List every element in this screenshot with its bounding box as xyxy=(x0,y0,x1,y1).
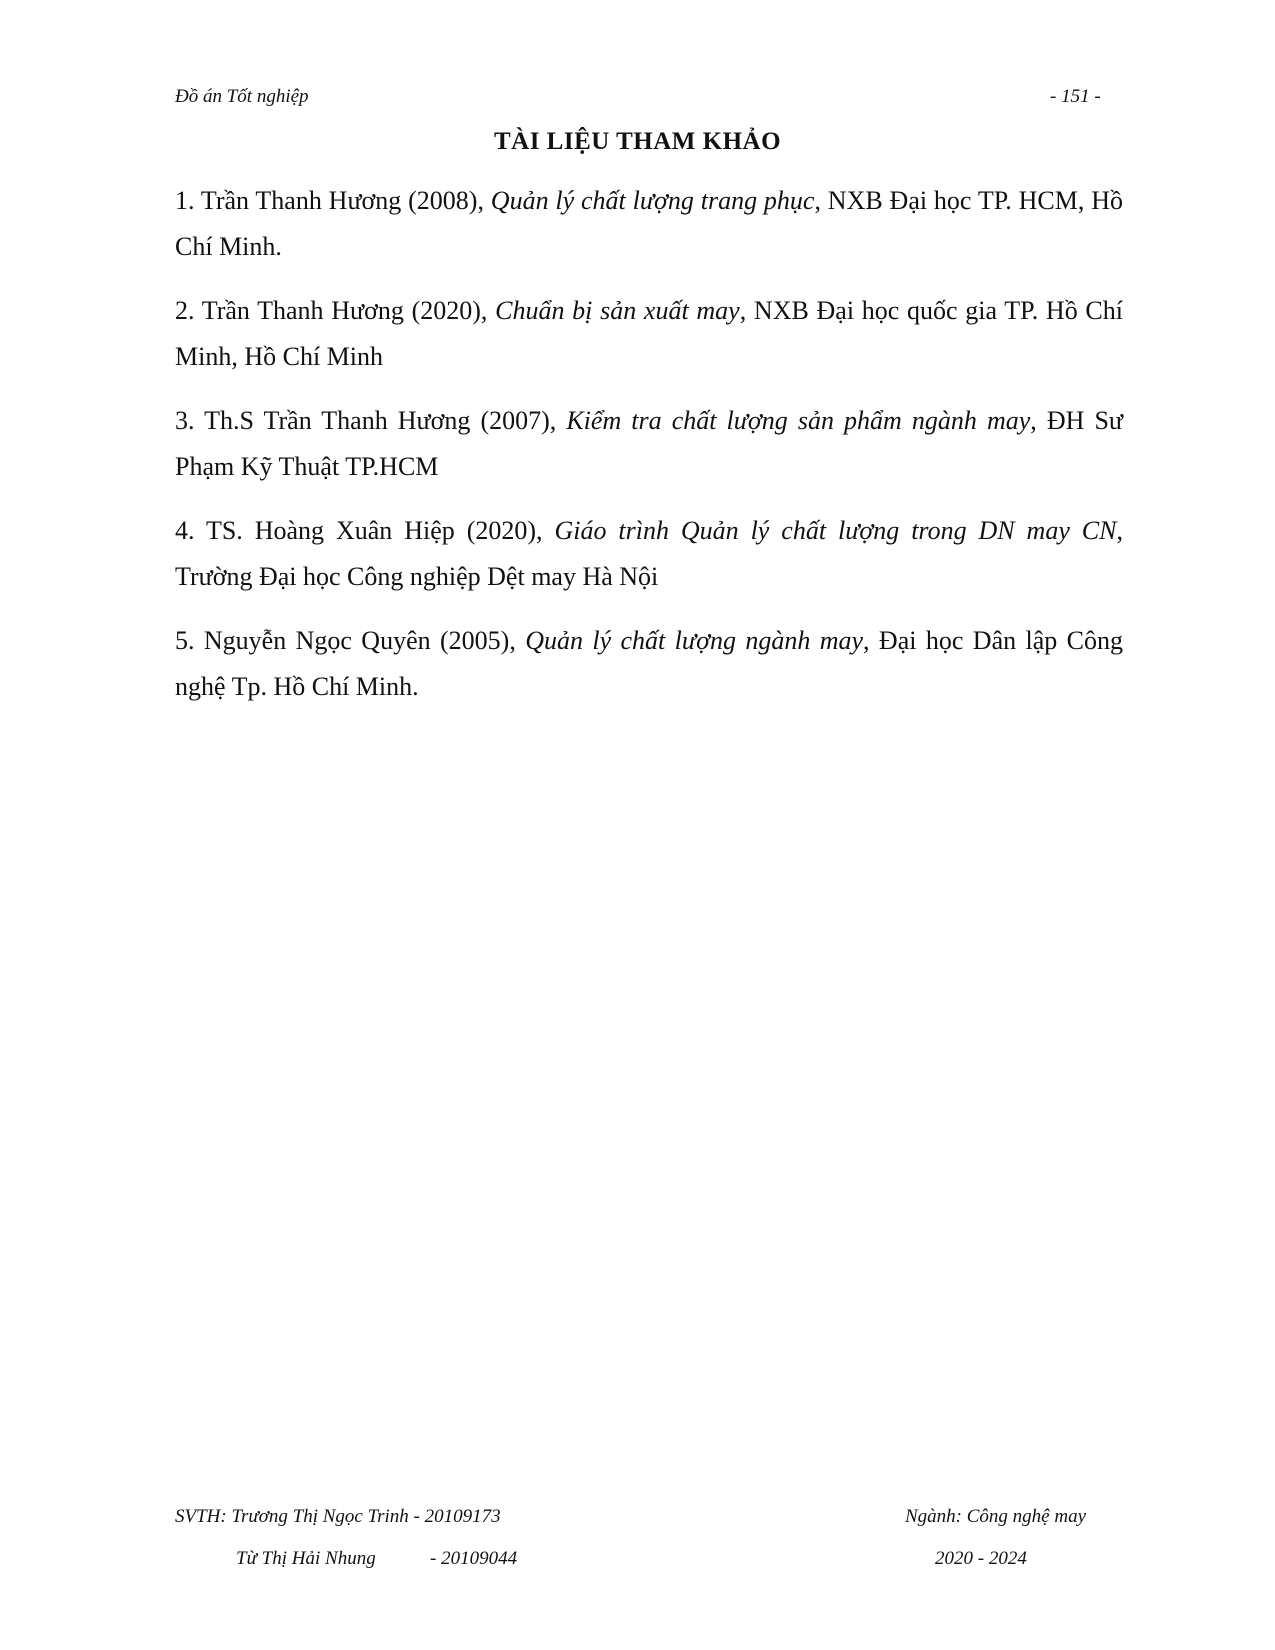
reference-title: Chuẩn bị sản xuất may xyxy=(495,296,740,325)
reference-item-3 xyxy=(175,398,1123,490)
reference-author: 5. Nguyễn Ngọc Quyên (2005), xyxy=(175,626,526,655)
footer-student-2-id: - 20109044 xyxy=(430,1548,518,1569)
reference-publisher: , Đại học Dân lập Công nghệ Tp. Hồ Chí Minh. xyxy=(175,626,1123,701)
reference-publisher: , Trường Đại học Công nghiệp Dệt may Hà Nội xyxy=(175,516,1123,591)
footer-student-1: SVTH: Trương Thị Ngọc Trinh - 20109173 xyxy=(175,1506,501,1527)
header-title: Đồ án Tốt nghiệp xyxy=(175,86,309,107)
reference-publisher: , ĐH Sư Phạm Kỹ Thuật TP.HCM xyxy=(175,406,1123,481)
footer-major: Ngành: Công nghệ may xyxy=(905,1506,1087,1527)
reference-author: 2. Trần Thanh Hương (2020), xyxy=(175,296,496,325)
reference-publisher: , NXB Đại học TP. HCM, Hồ Chí Minh. xyxy=(175,186,1123,261)
reference-item-2 xyxy=(175,288,1123,380)
reference-title: Quản lý chất lượng trang phục xyxy=(490,186,815,215)
reference-author: 1. Trần Thanh Hương (2008), xyxy=(175,186,491,215)
reference-list xyxy=(175,178,1123,728)
footer-years: 2020 - 2024 xyxy=(935,1548,1027,1569)
reference-author: 3. Th.S Trần Thanh Hương (2007), xyxy=(175,406,567,435)
reference-title: Giáo trình Quản lý chất lượng trong DN may CN xyxy=(554,516,1117,545)
reference-title: Quản lý chất lượng ngành may xyxy=(525,626,864,655)
reference-title: Kiểm tra chất lượng sản phẩm ngành may xyxy=(566,406,1031,435)
reference-publisher: , NXB Đại học quốc gia TP. Hồ Chí Minh, Hồ Chí Minh xyxy=(175,296,1123,371)
page-title: TÀI LIỆU THAM KHẢO xyxy=(493,128,782,155)
reference-item-1 xyxy=(175,178,1123,270)
reference-item-5 xyxy=(175,618,1123,710)
reference-item-4 xyxy=(175,508,1123,600)
footer-student-2-name: Từ Thị Hải Nhung xyxy=(236,1548,376,1569)
reference-author: 4. TS. Hoàng Xuân Hiệp (2020), xyxy=(175,516,555,545)
page-number: - 151 - xyxy=(1050,86,1101,107)
